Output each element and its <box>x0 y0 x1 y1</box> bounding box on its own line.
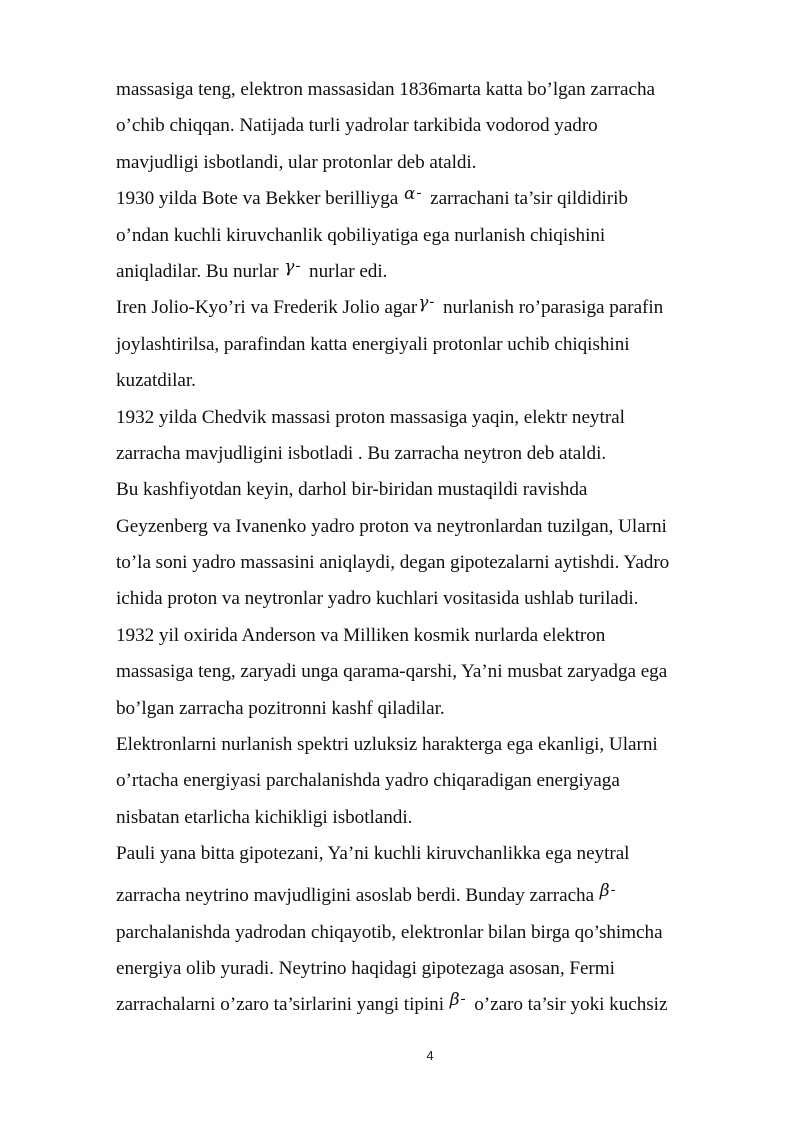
text-line <box>116 873 746 915</box>
symbol-dash: - <box>416 185 422 202</box>
text-line <box>116 290 746 326</box>
text-span: zarrachani ta’sir qildidirib <box>425 188 628 210</box>
gamma-symbol: γ <box>284 256 295 277</box>
text-span: nurlanish ro’parasiga parafin <box>438 297 664 319</box>
alpha-symbol: α <box>403 184 416 205</box>
text-line: 1932 yilda Chedvik massasi proton massasiga yaqin, elektr neytral <box>116 406 625 428</box>
body-text <box>116 72 746 1024</box>
text-line: parchalanishda yadrodan chiqayotib, elektronlar bilan birga qo’shimcha <box>116 921 663 943</box>
text-line <box>116 987 746 1023</box>
text-line: mavjudligi isbotlandi, ular protonlar deb ataldi. <box>116 151 477 173</box>
text-line: zarracha mavjudligini isbotladi . Bu zarracha neytron deb ataldi. <box>116 442 607 464</box>
symbol-dash: - <box>610 881 616 898</box>
text-line: massasiga teng, elektron massasidan 1836marta katta bo’lgan zarracha <box>116 79 655 100</box>
text-line: Pauli yana bitta gipotezani, Ya’ni kuchli kiruvchanlikka ega neytral <box>116 843 630 865</box>
text-line <box>116 181 746 217</box>
text-span: 1930 yilda Bote va Bekker berilliyga <box>116 188 403 210</box>
text-line: kuzatdilar. <box>116 370 196 392</box>
text-line: nisbatan etarlicha kichikligi isbotlandi. <box>116 806 413 828</box>
text-span: Iren Jolio-Kyo’ri va Frederik Jolio agar <box>116 297 418 319</box>
text-line: Elektronlarni nurlanish spektri uzluksiz harakterga ega ekanligi, Ularni <box>116 734 658 756</box>
text-line: to’la soni yadro massasini aniqlaydi, degan gipotezalarni aytishdi. Yadro <box>116 552 670 574</box>
beta-symbol: β <box>449 990 460 1011</box>
text-line: Geyzenberg va Ivanenko yadro proton va neytronlardan tuzilgan, Ularni <box>116 515 667 537</box>
text-line: Bu kashfiyotdan keyin, darhol bir-biridan mustaqildi ravishda <box>116 479 588 501</box>
text-line: joylashtirilsa, parafindan katta energiyali protonlar uchib chiqishini <box>116 333 630 355</box>
text-line: 1932 yil oxirida Anderson va Milliken kosmik nurlarda elektron <box>116 624 606 646</box>
symbol-dash: - <box>429 294 435 311</box>
text-line: o’chib chiqqan. Natijada turli yadrolar tarkibida vodorod yadro <box>116 115 598 137</box>
text-line: ichida proton va neytronlar yadro kuchlari vositasida ushlab turiladi. <box>116 588 639 610</box>
text-line: bo’lgan zarracha pozitronni kashf qiladilar. <box>116 697 445 719</box>
text-line: massasiga teng, zaryadi unga qarama-qarshi, Ya’ni musbat zaryadga ega <box>116 661 668 683</box>
symbol-dash: - <box>460 991 466 1008</box>
text-line: o’rtacha energiyasi parchalanishda yadro chiqaradigan energiyaga <box>116 770 620 792</box>
text-line: o’ndan kuchli kiruvchanlik qobiliyatiga ega nurlanish chiqishini <box>116 224 606 246</box>
text-span: zarracha neytrino mavjudligini asoslab berdi. Bunday zarracha <box>116 884 599 906</box>
symbol-dash: - <box>295 257 301 274</box>
text-line: energiya olib yuradi. Neytrino haqidagi gipotezaga asosan, Fermi <box>116 957 615 979</box>
gamma-symbol: γ <box>418 293 429 314</box>
text-span: aniqladilar. Bu nurlar <box>116 260 284 282</box>
text-span: zarrachalarni o’zaro ta’sirlarini yangi tipini <box>116 994 449 1016</box>
text-span: o’zaro ta’sir yoki kuchsiz <box>469 994 668 1016</box>
text-span: nurlar edi. <box>304 260 388 282</box>
beta-symbol: β <box>599 880 610 901</box>
page-number: 4 <box>426 1048 434 1063</box>
